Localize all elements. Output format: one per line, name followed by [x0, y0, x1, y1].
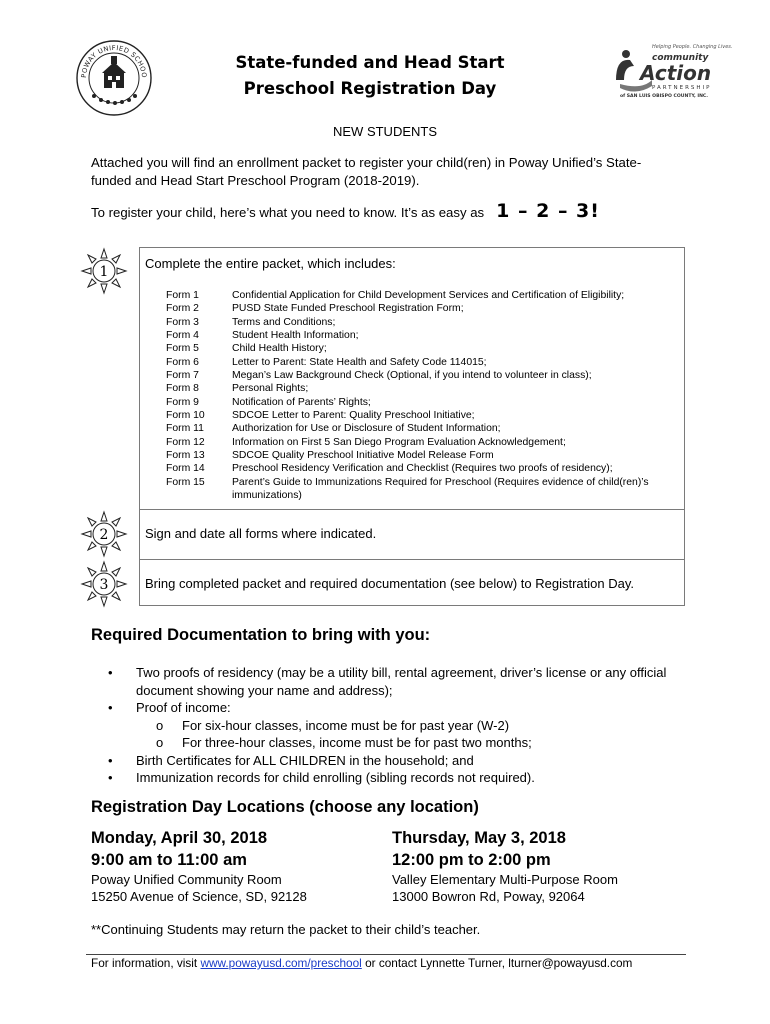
form-number: Form 10	[166, 410, 205, 422]
form-number: Form 12	[166, 436, 205, 448]
circle-bullet-icon: o	[156, 735, 164, 750]
location-2-time: 12:00 pm to 2:00 pm	[392, 851, 551, 869]
form-description: Megan’s Law Background Check (Optional, if you intend to volunteer in class);	[232, 370, 592, 382]
list-item-text: Proof of income:	[136, 700, 231, 715]
step-3-text: Bring completed packet and required documentation (see below) to Registration Day.	[145, 576, 634, 591]
sun-step-1-icon	[81, 248, 127, 294]
preschool-link[interactable]: www.powayusd.com/preschool	[200, 956, 362, 970]
form-row	[166, 396, 672, 409]
list-item	[108, 769, 668, 787]
footer-divider	[86, 954, 686, 955]
form-row	[166, 409, 672, 422]
form-description: Child Health History;	[232, 343, 327, 355]
form-number: Form 14	[166, 463, 205, 475]
form-description: Student Health Information;	[232, 330, 359, 342]
form-row	[166, 449, 672, 462]
bullet-icon: •	[108, 770, 113, 785]
form-number: Form 4	[166, 330, 199, 342]
form-row	[166, 476, 672, 503]
form-row	[166, 369, 672, 382]
sun-step-3-icon	[81, 561, 127, 607]
location-1	[91, 827, 381, 905]
list-item-text: Immunization records for child enrolling (sibling records not required).	[136, 770, 535, 785]
step-1-text: Complete the entire packet, which includes:	[145, 256, 396, 271]
intro-paragraph: Attached you will find an enrollment packet to register your child(ren) in Poway Unified’s State-funded and Head Start Preschool Program (2018-2019).	[91, 155, 642, 188]
community-action-logo	[612, 40, 733, 100]
form-list	[166, 289, 672, 503]
easy-line	[91, 200, 600, 224]
district-logo	[74, 38, 154, 118]
form-number: Form 11	[166, 423, 204, 435]
logo-word-county: of SAN LUIS OBISPO COUNTY, INC.	[620, 94, 709, 99]
required-heading: Required Documentation to bring with you:	[91, 626, 431, 644]
form-description: PUSD State Funded Preschool Registration Form;	[232, 303, 464, 315]
location-2-address: 13000 Bowron Rd, Poway, 92064	[392, 889, 585, 904]
form-number: Form 3	[166, 316, 199, 328]
form-row	[166, 316, 672, 329]
form-number: Form 13	[166, 450, 205, 462]
form-number: Form 9	[166, 396, 199, 408]
step-3	[140, 560, 684, 606]
form-description: SDCOE Quality Preschool Initiative Model Release Form	[232, 450, 494, 462]
logo-word-community: community	[652, 53, 709, 63]
list-item	[108, 752, 668, 770]
form-description: Information on First 5 San Diego Program Evaluation Acknowledgement;	[232, 436, 566, 448]
form-description: Confidential Application for Child Development Services and Certification of Eligibility;	[232, 290, 625, 301]
continuing-students-note: **Continuing Students may return the packet to their child’s teacher.	[91, 922, 481, 937]
form-number: Form 15	[166, 476, 205, 488]
logo-word-partnership: PARTNERSHIP	[652, 85, 712, 91]
form-row	[166, 436, 672, 449]
circle-bullet-icon: o	[156, 717, 164, 733]
subtitle: NEW STUDENTS	[333, 124, 437, 139]
title-line-2: Preschool Registration Day	[243, 79, 497, 98]
form-description: Personal Rights;	[232, 383, 309, 395]
document-title	[170, 50, 570, 102]
form-description: Terms and Conditions;	[232, 316, 336, 328]
locations-heading: Registration Day Locations (choose any location)	[91, 798, 479, 816]
step-3-number: 3	[99, 577, 109, 593]
form-description: Parent’s Guide to Immunizations Required for Preschool (Requires evidence of child(ren)’s immunizations)	[232, 476, 649, 502]
form-row	[166, 382, 672, 395]
required-list	[108, 664, 668, 787]
form-number: Form 6	[166, 356, 199, 368]
list-item	[108, 699, 668, 717]
sun-step-2-icon	[81, 511, 127, 557]
location-1-time: 9:00 am to 11:00 am	[91, 851, 247, 869]
footer	[91, 956, 632, 970]
easy-123: 1 – 2 – 3!	[496, 200, 600, 222]
form-row	[166, 356, 672, 369]
location-2-date: Thursday, May 3, 2018	[392, 829, 566, 847]
form-number: Form 8	[166, 383, 199, 395]
step-1-number: 1	[99, 264, 109, 280]
sub-list-item	[108, 734, 668, 752]
form-description: Authorization for Use or Disclosure of Student Information;	[232, 423, 501, 435]
list-item	[108, 664, 668, 699]
form-row	[166, 289, 672, 302]
step-2	[140, 510, 684, 560]
location-2	[392, 827, 692, 905]
location-1-address: 15250 Avenue of Science, SD, 92128	[91, 889, 307, 904]
sub-list-item-text: For three-hour classes, income must be for past two months;	[182, 735, 532, 750]
logo-word-action: Action	[640, 61, 712, 85]
step-2-number: 2	[99, 527, 109, 543]
location-1-place: Poway Unified Community Room	[91, 872, 282, 887]
form-description: Letter to Parent: State Health and Safety Code 114015;	[232, 356, 487, 368]
district-logo-text: POWAY UNIFIED SCHOO	[79, 43, 149, 79]
location-2-place: Valley Elementary Multi-Purpose Room	[392, 872, 618, 887]
sub-list-item	[108, 717, 668, 735]
logo-tagline: Helping People. Changing Lives.	[652, 44, 733, 50]
form-number: Form 1	[166, 290, 199, 301]
step-2-text: Sign and date all forms where indicated.	[145, 526, 377, 541]
bullet-icon: •	[108, 700, 113, 715]
steps-box	[139, 247, 685, 606]
sub-list-item-text: For six-hour classes, income must be for past year (W-2)	[182, 717, 510, 733]
form-row	[166, 342, 672, 355]
easy-text: To register your child, here’s what you need to know. It’s as easy as	[91, 205, 485, 220]
list-item-text: Two proofs of residency (may be a utility bill, rental agreement, driver’s license or any official document showing your name and address);	[136, 665, 667, 698]
form-description: Preschool Residency Verification and Checklist (Requires two proofs of residency);	[232, 463, 613, 475]
bullet-icon: •	[108, 752, 113, 768]
form-description: SDCOE Letter to Parent: Quality Preschool Initiative;	[232, 410, 475, 422]
form-number: Form 2	[166, 303, 199, 315]
bullet-icon: •	[108, 665, 113, 680]
form-row	[166, 302, 672, 315]
location-1-date: Monday, April 30, 2018	[91, 829, 268, 847]
form-number: Form 7	[166, 370, 199, 382]
footer-suffix: or contact Lynnette Turner, lturner@powayusd.com	[365, 956, 633, 970]
step-1	[140, 248, 684, 510]
form-number: Form 5	[166, 343, 199, 355]
list-item-text: Birth Certificates for ALL CHILDREN in the household; and	[136, 752, 474, 768]
form-row	[166, 462, 672, 475]
form-row	[166, 422, 672, 435]
title-line-1: State-funded and Head Start	[235, 53, 505, 72]
form-row	[166, 329, 672, 342]
footer-prefix: For information, visit	[91, 956, 198, 970]
form-description: Notification of Parents’ Rights;	[232, 396, 371, 408]
